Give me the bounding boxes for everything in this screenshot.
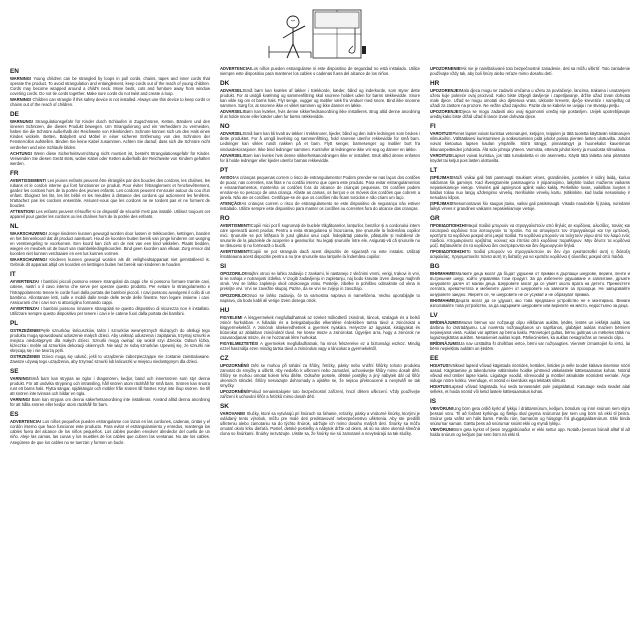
warning-text: Otroci se lahko zadavijo, če ta varnostna naprava ni nameščena. Vedno uporabljajte to napravo, da bodo kabli ali verige izven dosega otrok.	[220, 292, 420, 303]
warning-paragraph	[220, 411, 420, 436]
language-section	[220, 403, 420, 436]
warning-keyword: ADVARSEL!	[220, 152, 244, 158]
language-section	[430, 263, 630, 307]
warning-paragraph	[220, 66, 420, 76]
warning-paragraph	[220, 249, 420, 259]
language-code: IT	[10, 271, 16, 279]
warning-keyword: FIGYELEM!	[220, 314, 243, 320]
warning-keyword: VARNING!	[10, 376, 31, 382]
warning-keyword: BRĪDINĀJUMS!	[430, 340, 461, 346]
warning-keyword: AVERTISMENT!	[220, 249, 251, 255]
warning-paragraph	[10, 397, 210, 407]
warning-text: Strangulationsgefahr für Kinder durch Schlaufen in Zugschnüren, Ketten, Bändern und den inneren Schnüren, die dieses Produkt bewegen. Um Strangulierung und ein Verheddern zu vermeiden, halten Sie die Schnüre außerhalb der Reichweite von Kleinkindern. Schnüre können sich um den Hals eines Kindes wickeln. Betten, Babybett und Möbel in einer sicheren Entfernung von den Schnüren der Fensterrollos aufstellen. Binden Sie keine Kabel zusammen. Achten Sie darauf, dass sich die Schnüre nicht verdrehen und eine Schlaufe bilden.	[10, 119, 210, 150]
warning-keyword: UPOZORNĚNÍ!	[220, 389, 249, 395]
language-code: LV	[430, 311, 438, 319]
language-code: FI	[430, 123, 436, 131]
language-code: SE	[10, 368, 19, 376]
warning-text: As crianças pequenas correm o risco de estrangulamento! Podem prender-se nas laços dos cordões de puxar, nas correntes, nas fitas e no cordão interno que opera este produto. Para evitar estrangulamentos e emaranhamentos, mantenha os cordões fora do alcance de crianças pequenas. Os cordões podem enrolar-se no pescoço de uma criança. Afaste as camas, os berços e os móveis dos cordões que cobrem a janela. Não ate os cordões. Certifique-se de que os cordões não ficam torcidos e não criam um laço.	[220, 174, 420, 200]
language-section	[10, 271, 210, 315]
warning-paragraph	[430, 363, 630, 383]
warning-text: Maži vaikai gali būti pasmaugti traukiant virves, grandinėles, juosteles ir vidinį laidą, kuriuo valdomas šis gaminys. Kad išvengtumėte pasmaugimo ir įsipainiojimo, laikykite laidus mažiems vaikams nepasiekiamoje vietoje. Virvelės gali apsivynioti aplink vaiko kaklą. Perkelkite lovas, vaikiškas lovytes ir baldus toliau nuo langų uždengimo virvelių. Nerišiokite virvelių kartu. Įsitikinkite, kad laidai nesusisukę ir nesudaro kilpos.	[430, 174, 630, 200]
warning-keyword: WARNING!	[10, 97, 32, 103]
language-section	[10, 411, 210, 444]
warning-keyword: AVVERTENZA!	[10, 305, 40, 311]
warning-text: Jonge kinderen kunnen gewurgd worden door lussen in trekkoorden, kettingen, banden en het binnenkoord dat dit product aanstuurt. Houd de koorden buiten bereik van jonge kinderen om wurging en verstrengeling te voorkomen. Een koord kan zich om de nek van een kind wikkelen. Plaats bedden, wiegen en meubels uit de buurt van raambekledingskoorden. Bind geen koorden aan elkaar. Zorg ervoor dat koorden niet kunnen verdraaien en een lus kunnen vormen.	[10, 231, 210, 257]
warning-paragraph	[430, 271, 630, 296]
warning-text: Djeca se mogu zadaviti ako ovaj sigurnosni uređaj nije postavljen. Uvijek upotrebljavajte uređaj kako biste držali užad ili lance izvan dohvata djece.	[430, 109, 630, 120]
warning-paragraph	[430, 406, 630, 426]
language-code: CZ	[220, 354, 229, 362]
instructions-column-3	[430, 66, 630, 441]
warning-text: Ja nav uzstādīta šī drošības ierīce, bērni var nožņaugties. Vienmēr izmantojiet šo ierīci, lai bērni nepiekļūtu auklām un ķēdēm.	[430, 340, 630, 351]
warning-text: Les enfants peuvent s'étouffer si ce dispositif de sécurité n'est pas installé. Utilisez toujours cet appareil pour garder les cordons ou les chaînes hors de la portée des enfants.	[10, 208, 210, 220]
language-code: NL	[10, 223, 19, 231]
warning-keyword: ATTENTION!	[10, 208, 35, 214]
warning-keyword: VIÐVÖRUN!	[430, 406, 454, 412]
warning-paragraph	[10, 419, 210, 444]
warning-paragraph	[220, 175, 420, 200]
warning-keyword: FIGYELMEZTETÉS!	[220, 340, 259, 346]
warning-text: Mazus bērnus var nožņaugt cilpu vilkšanas auklās, ķēdēs, lentēs un iekšējā auklā, kas darbina šo izstrādājumu. Lai novērstu nožņaugšanos un sapīšanos, glabājiet auklas maziem bērniem nepieejamā vietā. Auklas var aptīties ap bērna kaklu. Pārvietojiet gultas, bērnu gultiņas un mēbeles tālāk no logaizsegkārtas auklām. Nesasieniet auklas kopā. Pārliecinieties, ka auklas nesagriežas un neveido cilpu.	[430, 319, 630, 340]
warning-keyword: OSTRZEŻENIE!	[10, 327, 41, 333]
language-section	[220, 80, 420, 119]
warning-text: I bambini possono rimanere strangolati se questo dispositivo di sicurezza non è installato. Utilizzare sempre questo dispositivo per tenere i cavi e le catene fuori dalla portata dei bambini.	[10, 305, 210, 316]
warning-keyword: BRĪDINĀJUMS!	[430, 319, 461, 325]
warning-paragraph	[10, 76, 210, 96]
warning-paragraph	[220, 389, 420, 399]
warning-text: Young children can be strangled by loops in pull cords, chains, tapes and inner cords that operate the product. To avoid strangulation and entanglement, keep cords out of the reach of young children. Cords may become wrapped around a child's neck. Move beds, cots and furniture away from window covering cords. Do not tie cords together. Make sure cords do not twist and create a loop.	[10, 76, 210, 97]
warning-keyword: ĮSPĖJIMAS!	[430, 174, 454, 180]
warning-text: I bambini piccoli possono essere strangolati da cappi che si possono formare tramite cavi, catene, nastri o il cavo interno che serve per operare questo prodotto. Per evitare lo strangolamento e l'intrappolamento tenere le corde fuori dalla portata dei bambini piccoli. I cavi possono avvolgersi il collo di un bambino. Allontanare letti, culle e mobili dalle tende delle tende delle finestre. Non legare insieme i cavi. Assicurarsi che i cavi non si attorciglino formando cappi.	[10, 279, 210, 305]
warning-paragraph	[220, 363, 420, 388]
language-section	[430, 80, 630, 119]
warning-keyword: ВНИМАНИЕ!	[430, 271, 456, 277]
language-section	[220, 123, 420, 162]
warning-text: Kinderen kunnen gewurgd worden als dit veiligheidsapparaat niet geïnstalleerd is. Gebruik dit apparaat altijd om koorden en kettingen buiten het bereik van kinderen te houden.	[10, 257, 210, 268]
warning-keyword: OSTRZEŻENIE!	[10, 353, 41, 359]
warning-keyword: ΠΡΟΕΙΔΟΠΟΙΗΣΗ!	[430, 249, 467, 255]
language-code: EE	[430, 354, 439, 362]
warning-keyword: UPOZORENJE!	[430, 88, 460, 94]
warning-text: Wenn diese Sicherheitsvorrichtung nicht montiert ist, besteht Strangulationsgefahr für Kinder. Verwenden Sie diesen Gerät stets, wobei Kabel oder Ketten außerhalb der Reichweite von Kindern gehalten werden.	[10, 150, 210, 166]
warning-keyword: ATENÇÃO!	[220, 200, 242, 206]
language-code: DK	[220, 80, 230, 88]
warning-paragraph	[10, 376, 210, 396]
warning-keyword: UPOZORENJE!	[430, 109, 460, 115]
warning-paragraph	[430, 341, 630, 351]
warning-keyword: AVERTISSEMENT!	[10, 177, 47, 183]
warning-text: Majhni otroci se lahko zadavijo z zankami, ki nastanejo z vlečnimi vrvmi, verigi, trakovi in vrvi, ki se nahaja v notranjosti izdelka. V izogib zadavljenju in zapletanju, naj bodo kravate izven dosega majhnih otrok. Vrvi se lahko zapletejo okoli otrokovega vratu. Postelje, zibelke in pohištvo odmaknite od okna in prekrijte vrvi. Vrvi ne zavežite skupaj. Pazite, da se vrvi ne zvijejo in zavozlajo.	[220, 271, 420, 292]
warning-keyword: UPOZORNENIE!	[430, 66, 462, 71]
language-section	[220, 167, 420, 211]
instructions-column-1	[10, 66, 210, 449]
warning-text: Börn geta kyrkst ef þessi öryggisbúnaður er ekki settur upp. Notaðu þennan búnað alltaf til að halda snúrum og keðjum þar sem börn ná ekki til.	[430, 427, 630, 438]
language-section	[10, 368, 210, 407]
warning-keyword: AVVERTENZA!	[10, 279, 40, 285]
warning-text: Väiksed lapsed võivad kägistada nöörides, kettides, lintides ja selle toodet käitava sisemise nööri aasad. Kägistamise ja takerdumise vältimiseks hoidke juhtmeid väikelastele kättesaamatus kohas. Nöörid võivad end ümber lapse kaela. Liigutage voodid, võrevoodid ja mööbel aknakatte nööridest eemale. Ärge siduge nööre kokku. Veenduge, et nöörid ei keerduks ega tekitaks silmust.	[430, 362, 630, 384]
warning-text: Децата могат да се удушат, ако това предпазно устройство не е монтирано. Винаги използвайте това устройство, за да задържите шнуровете или веригите на място, недостъпно за деца.	[430, 297, 630, 308]
warning-text: Ung börn geta orðið kyrkt af lykkju í dráttarsnúrum, keðjum, böndum og innri snúrum sem stýra þessari vöru. Til að forðast kyrkingu og flækju skal geyma snúrurnar þar sem ung börn ná ekki til þeirra. Snúrur geta vafist um háls barns. Færðu rúm, barnarúm og húsgögn frá gluggatjaldasnúrum. Ekki binda snúrurnar saman. Gættu þess að snúrurnar snúist ekki og myndi lykkju.	[430, 406, 630, 427]
language-code: PL	[10, 319, 19, 327]
warning-text: Små barn kan bli kvalt av løkker i trekksnorer, kjeder, bånd og den indre ledningen som brukes i dette produktet. For å unngå kvelning og sammenfiltring, hold snorene utenfor rekkevidde for små barn. Ledninger kan vikles rundt nakken på et barn. Flytt senger, barnesenger og møbler bort fra vindusdekorasjoner. Ikke bind ledninger sammen. Kontroller at ledningene ikke vrir seg og danner en løkke.	[220, 131, 420, 152]
warning-paragraph	[430, 298, 630, 308]
instructions-column-2	[220, 66, 420, 440]
warning-paragraph	[220, 109, 420, 119]
warning-text: Lapset voivat kuristua, jos tätä turvalaitetta ei ole asennettu. Käytä tätä laitetta aina pitämään köydet tai ketjut pois lasten ulottuvilta.	[430, 152, 630, 163]
language-section	[10, 320, 210, 364]
warning-keyword: ADVARSEL!	[220, 88, 244, 94]
warning-text: Малките деца могат да бъдат удушени от примки в дърпащи шнурове, вериги, ленти и вътрешния шнур, който управлява този продукт. За да избегнете удушаване и заплитане, дръжте шнуровете далеч от малки деца. Шнуровете могат да се увият около врата на детето. Преместете леглата, креватчетата и мебелите далеч от шнуровете на завесите за прозорци. Не завързвайте шнуровете заедно. Уверете се, че шнуровете не се усукват и не образуват примка.	[430, 271, 630, 297]
warning-text: A kisgyermekek megfulladhatnak az ezeket működtető zsinórok, láncok, szalagok és a belső zsinór hurkokban. A fulladás és a belegabalyodás elkerülése érdekében tartsa távol a zsinórokat a kisgyermekektől. A zsinórok rátekeredhetnek a gyermek nyakára. Helyezze az ágyakat, kiságyakat és bútorokat az ablakban zsinóroktól távol. Ne kösse össze a zsinórokat. Ügyeljen arra, hogy a zsinórok ne csavarodjanak össze, és ne hozzanak létre hurkokat.	[220, 314, 420, 340]
warning-paragraph	[10, 354, 210, 364]
language-section	[220, 307, 420, 351]
warning-keyword: ADVERTENCIA!	[220, 66, 252, 71]
warning-paragraph	[430, 88, 630, 108]
warning-paragraph	[430, 131, 630, 151]
warning-keyword: WAARSCHUWING!	[10, 257, 48, 263]
language-code: NO	[220, 123, 230, 131]
warning-text: Pienet lapset voivat kuristua vetonarujen, ketjujen, teippien ja tätä tuotetta käyttävän sisänarujen silmukoihin. Välttääksesi kuristumisen ja sotkeutumisen pidä johdot poissa pienten lasten ulottuvilta. Johdot voivat kietoutua lapsen kaulan ympärille. Siirrä sängyt, pinnasängyt ja huonekalut kauemmas ikkunanpeitteiden johdoista. Älä sido johtoja yhteen. Varmista, etteivät johdot kierry ja muodosta silmukkaa.	[430, 131, 630, 152]
warning-keyword: ADVARSEL!	[220, 131, 244, 137]
warning-text: Děti se mohou při tahání za šňůry, řetízky, pásky nebo vnitřní šňůrky tohoto produktu zamotat do smyčky a uškrtit. Aby nedošlo k uškrcení nebo zamotání, uchovávejte šňůry mimo dosah dětí. Šňůry se mohou omotat kolem krku dítěte. Odsuňte postele, dětské postýlky a jiný nábytek dál od šňůr okenních stínidel. Šňůry nesvazujte dohromady a ujistěte se, že nejsou překroucené a nevytváří se tak smyčky.	[220, 362, 420, 389]
warning-text: Les jeunes enfants peuvent être étranglés par des boucles des cordons, les chaînes, les rubans et le cordon interne qui font fonctionner ce produit. Pour éviter l'étranglement et l'enchevêtrement, gardez les cordons hors de la portée des jeunes enfants. Les cordons peuvent s'enrouler autour du cou d'un enfant. Éloignez les lits, les lits bébé et les meubles à distance des cordons qui actionnent les fenêtres. N'attachez pas les cordons ensemble. Assurez-vous que les cordons ne se tordent pas et ne forment de boucles.	[10, 177, 210, 208]
language-section	[220, 215, 420, 259]
warning-keyword: VAROVANIE!	[220, 411, 246, 417]
warning-paragraph	[220, 223, 420, 248]
language-section	[10, 223, 210, 267]
warning-text: Små børn kan kvæles af løkker i trækkorde, kæder, bånd og inderkorde, som styrer dette produkt. For at undgå kvælning og sammenfiltring skal snorene holdes uden for børns rækkevidde. Snore kan vikle sig om et barns hals. Flyt senge, vugger og møbler væk fra vinduer med snore. Bind ikke snorene sammen. Sørg for, at snorene ikke er viklet sammen og ikke danner en løkke.	[220, 88, 420, 109]
warning-paragraph	[10, 209, 210, 219]
language-section	[10, 68, 210, 107]
warning-paragraph	[10, 306, 210, 316]
warning-paragraph	[220, 153, 420, 163]
language-code: BG	[430, 263, 440, 271]
warning-keyword: ВНИМАНИЕ!	[430, 297, 456, 303]
warning-paragraph	[10, 119, 210, 149]
language-section	[10, 111, 210, 165]
language-code: RO	[220, 214, 230, 222]
language-code: GR	[430, 214, 440, 222]
warning-paragraph	[10, 328, 210, 353]
warning-keyword: VARNING!	[10, 397, 31, 403]
warning-text: Børn kan kvæles, hvis denne sikkerhedsanordning ikke installeres. Brug altid denne anordning til at holde snore eller kæder uden for børns rækkevidde.	[220, 109, 420, 120]
warning-paragraph	[430, 66, 630, 76]
warning-text: Barn kan kveles hvis denne sikkerhetsanordningen ikke er installert. Bruk alltid denne enheten for å holde ledninger eller kjeder utenfor barnas rekkevidde.	[220, 152, 420, 163]
warning-paragraph	[430, 201, 630, 211]
warning-keyword: HOIATUS!	[430, 384, 450, 390]
warning-keyword: ĮSPĖJIMAS!	[430, 200, 454, 206]
warning-paragraph	[430, 320, 630, 340]
warning-paragraph	[430, 153, 630, 163]
warning-text: Lapsed võivad kägistada, kui seda turvaseadet pole paigaldatud. Kasutage seda seadet alati selleks, et hoida nöörid või ketid lastele kättesaamatus kohas.	[430, 384, 630, 395]
language-code: EN	[10, 68, 19, 75]
warning-text: Dzieci mogą się udusić, jeśli to urządzenie zabezpieczające nie zostanie zainstalowane. Zawsze używaj tego urządzenia, aby trzymać sznurki lub łańcuszki w miejscu niedostępnym dla dzieci.	[10, 353, 210, 365]
language-section	[430, 66, 630, 76]
warning-paragraph	[220, 271, 420, 291]
warning-paragraph	[220, 131, 420, 151]
warning-text: Nesumontavus šio saugos įtaiso, vaikai gali pasismaugti. Visada naudokite šį įtaisą, norėdami laikyti virves ir grandines vaikams nepasiekiamoje vietoje.	[430, 200, 630, 211]
warning-paragraph	[430, 175, 630, 200]
warning-keyword: WARNING!	[10, 76, 32, 81]
language-code: HR	[430, 80, 440, 88]
warning-text: Los niños pequeños pueden estrangularse con lazos en las cordones, cadenas, cintas y el cordón interno que hace funcionar este producto. Para evitar el estrangulamiento y enredos, mantenga los cables fuera del alcance de los niños pequeños. Los cables pueden envolver alrededor del cuello de un niño. Aleje las camas, las cunas y los muebles de los cables que cubren las ventanas. No ate los cables. Asegúrese de que los cables no se tuerzan y formen un bucle.	[10, 419, 210, 445]
warning-keyword: ADVARSEL!	[220, 109, 244, 115]
child-and-cord-illustration	[263, 6, 378, 64]
warning-keyword: ACHTUNG!	[10, 150, 33, 156]
warning-text: Mala djeca mogu se zadaviti omčama u užetu za povlačenje, lancima, trakama i unutarnjem užetu koje pokreće ovaj proizvod. Kako biste izbjegli davljenje i zapetljavanje, držite užad izvan dohvata male djece. Užad se mogu omotati oko djetetova vrata. Uklonite krevete, dječje krevetiće i namještaj od užadi za zastore na prozore. Ne vežite užad zajedno. Pazite da se kabelvi ne uvijaju i ne stvaraju petlju.	[430, 88, 630, 109]
language-section	[430, 123, 630, 162]
warning-keyword: HOIATUS!	[430, 362, 450, 368]
warning-keyword: VAROITUS!	[430, 152, 453, 158]
language-section	[430, 215, 630, 259]
warning-keyword: WARNUNG!	[10, 119, 34, 125]
language-section	[10, 170, 210, 219]
language-code: FR	[10, 169, 19, 177]
warning-paragraph	[220, 201, 420, 211]
language-section	[430, 167, 630, 211]
warning-text: Små barn kan strypas av öglor i dragsnören, kedjor, band och innersnören som styr denna produkt. För att undvika strypning och intrassling, håll snören utom räckhåll för små barn. Snören kan snurra runt ett barns hals. Flytta sängar, spjälsängar och möbler från snören till fönster. Knyt inte ihop snören. Se till att snören inte tvinnas och bildar en ögla.	[10, 376, 210, 397]
warning-text: Τα παιδιά μπορούν να στραγγαλιστούν αν δεν έχει εγκατασταθεί αυτή η διάταξη ασφαλείας. Χρησιμοποιείτε πάντα αυτή τη διάταξη για να κρατάτε κορδόνια ή αλυσίδες μακριά από παιδιά.	[430, 249, 630, 260]
warning-text: Pętle sznurków, łańcuszków, taśm i sznurków wewnętrznych służących do obsługi tego produktu mogą spowodować uduszenie małych dzieci. Aby uniknąć uduszenia i zaplątania, trzymaj sznurki w miejscu niedostępnym dla małych dzieci. Sznurki mogą owinąć się wokół szyi dziecka. Odsuń łóżka, łóżeczka i meble od sznurków dekoracji okiennych. Nie wiąż ze sobą sznurków. Upewnij się, że sznurki nie skręcają się i nie tworzą pętli.	[10, 327, 210, 353]
language-code: DE	[10, 111, 19, 119]
warning-paragraph	[10, 151, 210, 166]
warning-paragraph	[10, 178, 210, 208]
warning-text: Ak nie je nainštalované toto bezpečnostné zariadenie, deti sa môžu uškrtiť. Toto zariadenie používajte vždy tak, aby boli šnúry alebo reťaze mimo dosahu detí.	[430, 66, 630, 77]
warning-paragraph	[430, 223, 630, 248]
warning-text: Μικρά παιδιά μπορούν να στραγγαλιστούν από θηλιές σε κορδόνια, αλυσίδες, ταινίες και εσωτερικά κορδόνια που λειτουργούν το προϊόν. Για να αποφύγετε τον στραγγαλισμό και την εμπλοκή, κρατήστε τα κορδόνια μακριά από μικρά παιδιά. Τα κορδόνια μπορούν να τυλιχτούν γύρω από τον λαιμό ενός παιδιού. Απομακρύνετε κρεβάτια, κούνιες και έπιπλα από κορδόνια παραθύρων. Μην δένετε τα κορδόνια μαζί. Βεβαιωθείτε ότι τα κορδόνια δεν συστρέφονται και δεν δημιουργούν θηλιά.	[430, 222, 630, 249]
warning-keyword: AVERTISMENT!	[220, 222, 251, 228]
language-section	[220, 66, 420, 76]
warning-paragraph	[430, 249, 630, 259]
warning-keyword: VIÐVÖRUN!	[430, 427, 454, 433]
warning-keyword: VAROITUS!	[430, 131, 453, 137]
warning-paragraph	[10, 257, 210, 267]
warning-text: Barn kan strypas om denna säkerhetsanordning inte installeras. Använd alltid denna anordning för att hålla snören eller kedjor utom räckhåll för barn.	[10, 397, 210, 408]
language-code: IS	[430, 398, 437, 406]
warning-paragraph	[220, 341, 420, 351]
warning-paragraph	[10, 231, 210, 256]
language-section	[220, 263, 420, 302]
warning-paragraph	[220, 88, 420, 108]
language-code: PT	[220, 166, 229, 174]
warning-paragraph	[220, 315, 420, 340]
warning-keyword: UPOZORNĚNÍ!	[220, 362, 249, 368]
warning-text: Copiii se pot strangula dacă acest dispozitiv de siguranță nu este instalat. Utilizați întotdeauna acest dispozitiv pentru a nu ține șnururile sau lanțurile la îndemâna copiilor.	[220, 249, 420, 260]
language-section	[430, 355, 630, 394]
warning-keyword: ADVERTENCIA!	[10, 419, 42, 425]
language-section	[220, 355, 420, 399]
language-code: LT	[430, 166, 438, 174]
warning-paragraph	[430, 109, 630, 119]
language-code: HU	[220, 306, 230, 314]
language-code: SI	[220, 263, 227, 271]
warning-paragraph	[220, 293, 420, 303]
warning-paragraph	[430, 427, 630, 437]
warning-text: Slučky, ktoré sa vytvárajú pri šnúrach na ťahanie, reťazky, pásky a vnútorné šnúrky, ktorými je ovládaný tento výrobok, môžu pre malé deti predstavovať nebezpečenstvo uškrtenia. Aby ste predišli uškrteniu alebo zamotaniu sa do týchto šnúrok, udržujte ich mimo dosahu malých detí. Šnúrky sa môžu omotať okolo krku dieťaťa. Posteľ, detské postieľky a nábytok držte od okien, ak sú na okne okenná slnečná clona so šnúrkami. Šnúrky nezväzujte. Uistite sa, že šnúrky nie sú zamotané a nevytvárajú sa tak slučky.	[220, 411, 420, 437]
language-code: SK	[220, 403, 229, 411]
warning-paragraph	[10, 97, 210, 107]
warning-text: Children can strangle if this safety device is not installed. Always use this device to keep cords or chains out of the reach of children.	[10, 97, 210, 108]
warning-keyword: OPOZORILO!	[220, 271, 247, 277]
warning-text: Los niños pueden estrangularse si este dispositivo de seguridad no está instalado. Utilice siempre este dispositivo para mantener los cables o cadenas fuera del alcance de los niños.	[220, 66, 420, 77]
warning-paragraph	[10, 279, 210, 304]
language-section	[430, 312, 630, 351]
warning-keyword: AVISO!	[220, 174, 234, 180]
warning-text: Pokud nenainstalujete toto bezpečnostní zařízení, hrozí dětem uškrcení. Vždy používejte zařízení k uchování šňůr a řetízků mimo dosah dětí.	[220, 389, 420, 400]
warning-text: As crianças correm o risco de estrangulamento se este dispositivo de segurança não estiver instalado. Utilize sempre este dispositivo para manter os cordões ou correntes fora do alcance das crianças.	[220, 200, 420, 211]
warning-text: A gyermekek megfulladhatnak, ha nincs felszerelve ez a biztonsági eszköz. Mindig ezzel használja ezen mindig tartsa távol a zsinórokat vagy a láncokat a gyermekektől.	[220, 340, 420, 351]
warning-text: Copiii mici pot fi sugrumați de buclele trăgătoarelor, lanțurilor, benzilor și a cordonului intern care operează acest produs. Pentru a evita strangularea și încurcarea, ține șnururile la îndemâna copiilor mici. Șnururile se pot înfășura în jurul gâtului unui copil. Îndepărtați paturile, pătuțurile și mobilierul de snururile de la jaluzelele de acoperire a geamurilor. Nu legați șnururile între ele. Asigurați-vă că șnururile nu se răsucesc și nu formează o buclă.	[220, 222, 420, 249]
warning-paragraph	[430, 384, 630, 394]
language-code: ES	[10, 411, 19, 419]
warning-keyword: WAARSCHUWING!	[10, 231, 48, 237]
language-section	[430, 398, 630, 437]
warning-keyword: ΠΡΟΕΙΔΟΠΟΙΗΣΗ!	[430, 222, 467, 228]
warning-keyword: OPOZORILO!	[220, 292, 247, 298]
